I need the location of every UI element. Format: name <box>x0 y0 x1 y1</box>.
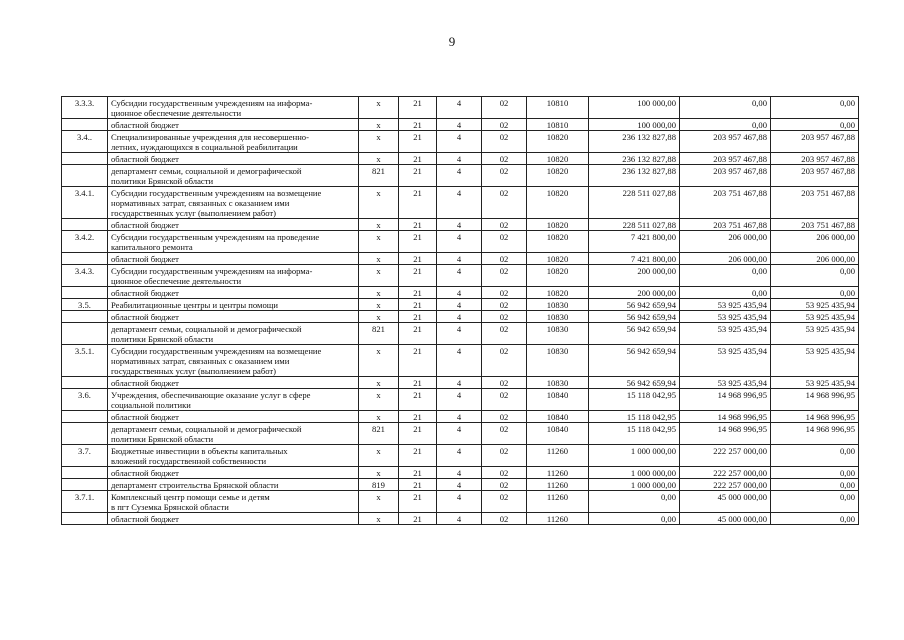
code-cell: 21 <box>399 491 437 513</box>
amount-cell: 45 000 000,00 <box>680 513 771 525</box>
code-cell: 02 <box>482 253 527 265</box>
code-cell: 02 <box>482 345 527 377</box>
code-cell: x <box>359 377 399 389</box>
code-cell: 4 <box>437 119 482 131</box>
row-name: департамент строительства Брянской области <box>108 479 359 491</box>
code-cell: 10830 <box>527 311 589 323</box>
row-number <box>62 513 108 525</box>
code-cell: x <box>359 131 399 153</box>
row-number <box>62 153 108 165</box>
amount-cell: 0,00 <box>771 445 859 467</box>
amount-cell: 203 751 467,88 <box>771 187 859 219</box>
code-cell: 21 <box>399 411 437 423</box>
amount-cell: 14 968 996,95 <box>771 411 859 423</box>
row-number <box>62 219 108 231</box>
code-cell: x <box>359 265 399 287</box>
row-name: департамент семьи, социальной и демографической политики Брянской области <box>108 165 359 187</box>
row-number <box>62 377 108 389</box>
page-number: 9 <box>448 34 456 49</box>
code-cell: 10830 <box>527 377 589 389</box>
amount-cell: 14 968 996,95 <box>680 411 771 423</box>
code-cell: 21 <box>399 131 437 153</box>
code-cell: 21 <box>399 423 437 445</box>
code-cell: 4 <box>437 219 482 231</box>
code-cell: 11260 <box>527 445 589 467</box>
code-cell: 4 <box>437 389 482 411</box>
row-number: 3.5. <box>62 299 108 311</box>
code-cell: 4 <box>437 491 482 513</box>
table-row <box>62 311 859 323</box>
row-name: департамент семьи, социальной и демографической политики Брянской области <box>108 423 359 445</box>
table-row <box>62 389 859 411</box>
amount-cell: 56 942 659,94 <box>589 377 680 389</box>
amount-cell: 100 000,00 <box>589 119 680 131</box>
amount-cell: 236 132 827,88 <box>589 131 680 153</box>
row-number: 3.7. <box>62 445 108 467</box>
code-cell: 21 <box>399 479 437 491</box>
code-cell: 10840 <box>527 423 589 445</box>
code-cell: x <box>359 345 399 377</box>
amount-cell: 206 000,00 <box>680 253 771 265</box>
row-name: Учреждения, обеспечивающие оказание услуг в сфере социальной политики <box>108 389 359 411</box>
code-cell: 4 <box>437 411 482 423</box>
amount-cell: 15 118 042,95 <box>589 389 680 411</box>
code-cell: x <box>359 187 399 219</box>
code-cell: 21 <box>399 377 437 389</box>
code-cell: 11260 <box>527 467 589 479</box>
code-cell: 4 <box>437 513 482 525</box>
amount-cell: 236 132 827,88 <box>589 153 680 165</box>
code-cell: 10820 <box>527 131 589 153</box>
code-cell: 02 <box>482 311 527 323</box>
amount-cell: 53 925 435,94 <box>680 299 771 311</box>
code-cell: 21 <box>399 445 437 467</box>
row-name: областной бюджет <box>108 467 359 479</box>
row-name: областной бюджет <box>108 153 359 165</box>
amount-cell: 200 000,00 <box>589 287 680 299</box>
code-cell: x <box>359 119 399 131</box>
amount-cell: 203 957 467,88 <box>680 131 771 153</box>
row-number: 3.4.1. <box>62 187 108 219</box>
amount-cell: 15 118 042,95 <box>589 411 680 423</box>
amount-cell: 203 751 467,88 <box>680 219 771 231</box>
amount-cell: 0,00 <box>771 513 859 525</box>
amount-cell: 203 957 467,88 <box>771 153 859 165</box>
table-row <box>62 299 859 311</box>
code-cell: 02 <box>482 513 527 525</box>
code-cell: 02 <box>482 165 527 187</box>
row-name: Реабилитационные центры и центры помощи <box>108 299 359 311</box>
code-cell: 11260 <box>527 479 589 491</box>
amount-cell: 203 957 467,88 <box>771 131 859 153</box>
row-name: Бюджетные инвестиции в объекты капитальных вложений государственной собственности <box>108 445 359 467</box>
amount-cell: 0,00 <box>771 479 859 491</box>
row-name: областной бюджет <box>108 219 359 231</box>
row-number <box>62 411 108 423</box>
code-cell: 4 <box>437 445 482 467</box>
table-row <box>62 287 859 299</box>
amount-cell: 0,00 <box>771 97 859 119</box>
amount-cell: 203 751 467,88 <box>680 187 771 219</box>
code-cell: 4 <box>437 423 482 445</box>
code-cell: x <box>359 231 399 253</box>
amount-cell: 56 942 659,94 <box>589 323 680 345</box>
code-cell: 4 <box>437 479 482 491</box>
code-cell: 10820 <box>527 253 589 265</box>
table-row <box>62 153 859 165</box>
amount-cell: 53 925 435,94 <box>771 377 859 389</box>
amount-cell: 14 968 996,95 <box>680 389 771 411</box>
amount-cell: 56 942 659,94 <box>589 345 680 377</box>
code-cell: 10820 <box>527 187 589 219</box>
code-cell: 21 <box>399 389 437 411</box>
code-cell: 10820 <box>527 165 589 187</box>
code-cell: 4 <box>437 299 482 311</box>
code-cell: 02 <box>482 299 527 311</box>
table-row <box>62 119 859 131</box>
row-number <box>62 311 108 323</box>
amount-cell: 0,00 <box>771 491 859 513</box>
budget-table <box>61 96 859 525</box>
table-row <box>62 265 859 287</box>
amount-cell: 53 925 435,94 <box>680 323 771 345</box>
amount-cell: 14 968 996,95 <box>680 423 771 445</box>
row-number <box>62 467 108 479</box>
code-cell: 02 <box>482 491 527 513</box>
code-cell: x <box>359 219 399 231</box>
code-cell: x <box>359 513 399 525</box>
code-cell: 10810 <box>527 97 589 119</box>
row-name: Субсидии государственным учреждениям на проведение капитального ремонта <box>108 231 359 253</box>
table-row <box>62 467 859 479</box>
code-cell: 10830 <box>527 345 589 377</box>
code-cell: 4 <box>437 165 482 187</box>
table-row <box>62 187 859 219</box>
row-name: областной бюджет <box>108 513 359 525</box>
code-cell: 21 <box>399 153 437 165</box>
amount-cell: 203 957 467,88 <box>680 165 771 187</box>
table-row <box>62 97 859 119</box>
amount-cell: 0,00 <box>680 97 771 119</box>
amount-cell: 206 000,00 <box>771 253 859 265</box>
row-name: областной бюджет <box>108 311 359 323</box>
code-cell: 10830 <box>527 323 589 345</box>
code-cell: 02 <box>482 287 527 299</box>
code-cell: 10840 <box>527 389 589 411</box>
amount-cell: 45 000 000,00 <box>680 491 771 513</box>
row-name: Субсидии государственным учреждениям на информа- ционное обеспечение деятельности <box>108 97 359 119</box>
code-cell: 4 <box>437 311 482 323</box>
code-cell: 4 <box>437 231 482 253</box>
table-row <box>62 491 859 513</box>
amount-cell: 203 957 467,88 <box>680 153 771 165</box>
table-row <box>62 445 859 467</box>
code-cell: x <box>359 467 399 479</box>
code-cell: 21 <box>399 265 437 287</box>
code-cell: 10810 <box>527 119 589 131</box>
code-cell: 21 <box>399 119 437 131</box>
code-cell: 4 <box>437 153 482 165</box>
code-cell: x <box>359 311 399 323</box>
code-cell: 4 <box>437 97 482 119</box>
code-cell: 21 <box>399 219 437 231</box>
row-number: 3.4.2. <box>62 231 108 253</box>
amount-cell: 53 925 435,94 <box>771 299 859 311</box>
row-number <box>62 423 108 445</box>
row-number: 3.3.3. <box>62 97 108 119</box>
code-cell: 819 <box>359 479 399 491</box>
table-row <box>62 219 859 231</box>
amount-cell: 203 751 467,88 <box>771 219 859 231</box>
row-name: Субсидии государственным учреждениям на возмещение нормативных затрат, связанных с оказанием ими государственных услуг (выполнением работ) <box>108 345 359 377</box>
amount-cell: 206 000,00 <box>680 231 771 253</box>
code-cell: 21 <box>399 231 437 253</box>
code-cell: 4 <box>437 265 482 287</box>
code-cell: 4 <box>437 287 482 299</box>
code-cell: 02 <box>482 97 527 119</box>
row-name: областной бюджет <box>108 253 359 265</box>
table-row <box>62 231 859 253</box>
amount-cell: 53 925 435,94 <box>680 377 771 389</box>
code-cell: 02 <box>482 153 527 165</box>
code-cell: 21 <box>399 345 437 377</box>
amount-cell: 0,00 <box>680 287 771 299</box>
row-name: Субсидии государственным учреждениям на возмещение нормативных затрат, связанных с оказанием ими государственных услуг (выполнением работ) <box>108 187 359 219</box>
amount-cell: 56 942 659,94 <box>589 299 680 311</box>
code-cell: 4 <box>437 187 482 219</box>
table-body <box>62 97 859 525</box>
code-cell: 21 <box>399 253 437 265</box>
amount-cell: 53 925 435,94 <box>771 345 859 377</box>
code-cell: 02 <box>482 467 527 479</box>
code-cell: x <box>359 153 399 165</box>
code-cell: 4 <box>437 345 482 377</box>
code-cell: 02 <box>482 265 527 287</box>
code-cell: 4 <box>437 253 482 265</box>
amount-cell: 222 257 000,00 <box>680 467 771 479</box>
row-number <box>62 253 108 265</box>
amount-cell: 0,00 <box>589 491 680 513</box>
code-cell: 21 <box>399 323 437 345</box>
code-cell: 02 <box>482 187 527 219</box>
table-row <box>62 513 859 525</box>
amount-cell: 206 000,00 <box>771 231 859 253</box>
row-number: 3.6. <box>62 389 108 411</box>
code-cell: 02 <box>482 323 527 345</box>
row-number: 3.5.1. <box>62 345 108 377</box>
amount-cell: 0,00 <box>771 467 859 479</box>
code-cell: 10820 <box>527 153 589 165</box>
amount-cell: 53 925 435,94 <box>771 311 859 323</box>
amount-cell: 14 968 996,95 <box>771 423 859 445</box>
code-cell: 10820 <box>527 287 589 299</box>
code-cell: 21 <box>399 513 437 525</box>
table-row <box>62 377 859 389</box>
code-cell: 11260 <box>527 513 589 525</box>
amount-cell: 0,00 <box>771 119 859 131</box>
code-cell: 821 <box>359 423 399 445</box>
code-cell: 21 <box>399 287 437 299</box>
table-row <box>62 253 859 265</box>
code-cell: 10840 <box>527 411 589 423</box>
code-cell: 21 <box>399 187 437 219</box>
amount-cell: 203 957 467,88 <box>771 165 859 187</box>
code-cell: 10820 <box>527 265 589 287</box>
table-row <box>62 323 859 345</box>
table-row <box>62 411 859 423</box>
code-cell: 02 <box>482 423 527 445</box>
amount-cell: 14 968 996,95 <box>771 389 859 411</box>
code-cell: x <box>359 389 399 411</box>
code-cell: 10820 <box>527 219 589 231</box>
amount-cell: 100 000,00 <box>589 97 680 119</box>
code-cell: 21 <box>399 97 437 119</box>
code-cell: 10830 <box>527 299 589 311</box>
amount-cell: 0,00 <box>771 265 859 287</box>
row-name: областной бюджет <box>108 411 359 423</box>
amount-cell: 228 511 027,88 <box>589 187 680 219</box>
code-cell: 4 <box>437 467 482 479</box>
code-cell: 02 <box>482 119 527 131</box>
code-cell: x <box>359 445 399 467</box>
code-cell: 02 <box>482 377 527 389</box>
amount-cell: 1 000 000,00 <box>589 445 680 467</box>
code-cell: 21 <box>399 467 437 479</box>
amount-cell: 15 118 042,95 <box>589 423 680 445</box>
amount-cell: 1 000 000,00 <box>589 467 680 479</box>
code-cell: 02 <box>482 131 527 153</box>
table-row <box>62 165 859 187</box>
code-cell: 02 <box>482 411 527 423</box>
amount-cell: 228 511 027,88 <box>589 219 680 231</box>
row-name: областной бюджет <box>108 377 359 389</box>
row-name: областной бюджет <box>108 287 359 299</box>
amount-cell: 200 000,00 <box>589 265 680 287</box>
row-number <box>62 165 108 187</box>
code-cell: 10820 <box>527 231 589 253</box>
row-number: 3.4.3. <box>62 265 108 287</box>
amount-cell: 1 000 000,00 <box>589 479 680 491</box>
row-number: 3.7.1. <box>62 491 108 513</box>
row-name: Специализированные учреждения для несовершенно- летних, нуждающихся в социальной реабилитации <box>108 131 359 153</box>
code-cell: 821 <box>359 165 399 187</box>
amount-cell: 222 257 000,00 <box>680 479 771 491</box>
code-cell: x <box>359 411 399 423</box>
amount-cell: 0,00 <box>680 119 771 131</box>
code-cell: 02 <box>482 219 527 231</box>
row-name: Комплексный центр помощи семье и детям в пгт Суземка Брянской области <box>108 491 359 513</box>
row-name: областной бюджет <box>108 119 359 131</box>
amount-cell: 0,00 <box>680 265 771 287</box>
row-number <box>62 287 108 299</box>
table-row <box>62 345 859 377</box>
row-name: Субсидии государственным учреждениям на информа- ционное обеспечение деятельности <box>108 265 359 287</box>
row-number: 3.4.. <box>62 131 108 153</box>
table-row <box>62 423 859 445</box>
code-cell: 02 <box>482 231 527 253</box>
code-cell: x <box>359 491 399 513</box>
code-cell: 02 <box>482 389 527 411</box>
table-row <box>62 479 859 491</box>
amount-cell: 56 942 659,94 <box>589 311 680 323</box>
code-cell: 11260 <box>527 491 589 513</box>
table-row <box>62 131 859 153</box>
code-cell: 821 <box>359 323 399 345</box>
code-cell: x <box>359 299 399 311</box>
amount-cell: 0,00 <box>589 513 680 525</box>
row-number <box>62 479 108 491</box>
amount-cell: 236 132 827,88 <box>589 165 680 187</box>
code-cell: x <box>359 287 399 299</box>
row-name: департамент семьи, социальной и демографической политики Брянской области <box>108 323 359 345</box>
code-cell: 21 <box>399 165 437 187</box>
row-number <box>62 119 108 131</box>
code-cell: 02 <box>482 445 527 467</box>
amount-cell: 53 925 435,94 <box>771 323 859 345</box>
code-cell: 02 <box>482 479 527 491</box>
code-cell: x <box>359 97 399 119</box>
amount-cell: 53 925 435,94 <box>680 345 771 377</box>
code-cell: x <box>359 253 399 265</box>
amount-cell: 7 421 800,00 <box>589 253 680 265</box>
code-cell: 21 <box>399 299 437 311</box>
code-cell: 4 <box>437 377 482 389</box>
code-cell: 21 <box>399 311 437 323</box>
amount-cell: 0,00 <box>771 287 859 299</box>
amount-cell: 53 925 435,94 <box>680 311 771 323</box>
amount-cell: 7 421 800,00 <box>589 231 680 253</box>
code-cell: 4 <box>437 131 482 153</box>
row-number <box>62 323 108 345</box>
amount-cell: 222 257 000,00 <box>680 445 771 467</box>
code-cell: 4 <box>437 323 482 345</box>
